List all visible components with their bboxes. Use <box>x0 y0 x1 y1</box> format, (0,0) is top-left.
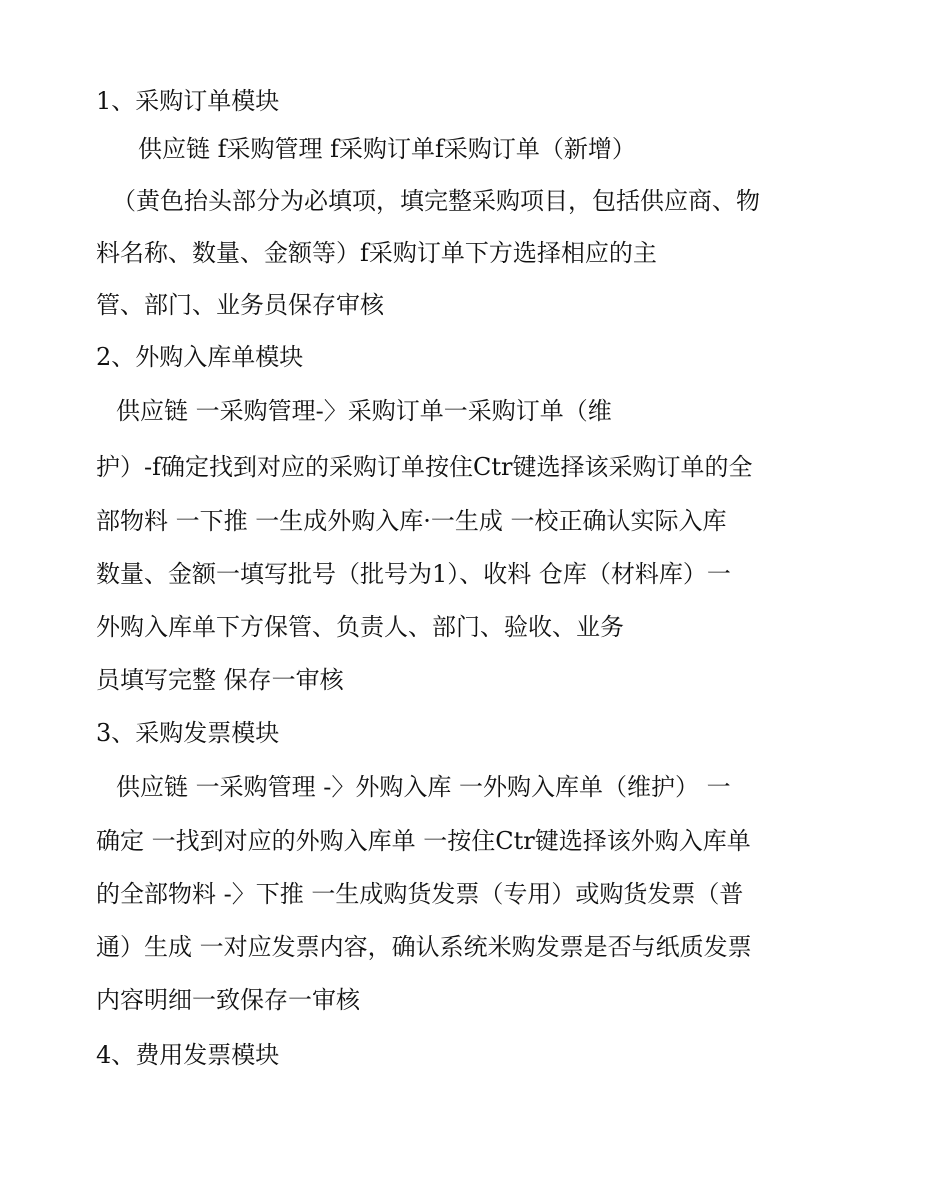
paragraph-line: 员填写完整 保存一审核 <box>96 666 344 694</box>
paragraph-line: 数量、金额一填写批号（批号为1）、收料 仓库（材料库）一 <box>96 560 731 588</box>
section-heading-purchase-order: 1、采购订单模块 <box>96 87 280 115</box>
paragraph-line: 料名称、数量、金额等）f采购订单下方选择相应的主 <box>96 239 657 267</box>
paragraph-line: 供应链 一采购管理-〉采购订单一采购订单（维 <box>116 397 612 425</box>
section-heading-expense-invoice: 4、费用发票模块 <box>96 1041 280 1069</box>
paragraph-line: 确定 一找到对应的外购入库单 一按住Ctr键选择该外购入库单 <box>96 827 751 855</box>
paragraph-line: 供应链 一采购管理 -〉外购入库 一外购入库单（维护） 一 <box>116 773 731 801</box>
paragraph-line: 供应链 f采购管理 f采购订单f采购订单（新增） <box>138 135 636 163</box>
section-heading-outsourced-receipt: 2、外购入库单模块 <box>96 343 304 371</box>
section-heading-purchase-invoice: 3、采购发票模块 <box>96 719 280 747</box>
paragraph-line: 护）-f确定找到对应的采购订单按住Ctr键选择该采购订单的全 <box>96 453 753 481</box>
paragraph-line: 的全部物料 -〉下推 一生成购货发票（专用）或购货发票（普 <box>96 880 744 908</box>
paragraph-line: （黄色抬头部分为必填项，填完整采购项目，包括供应商、物 <box>112 187 760 215</box>
paragraph-line: 管、部门、业务员保存审核 <box>96 291 384 319</box>
paragraph-line: 内容明细一致保存一审核 <box>96 986 360 1014</box>
paragraph-line: 外购入库单下方保管、负责人、部门、验收、业务 <box>96 613 624 641</box>
paragraph-line: 通）生成 一对应发票内容，确认系统米购发票是否与纸质发票 <box>96 933 752 961</box>
paragraph-line: 部物料 一下推 一生成外购入库·一生成 一校正确认实际入库 <box>96 507 727 535</box>
